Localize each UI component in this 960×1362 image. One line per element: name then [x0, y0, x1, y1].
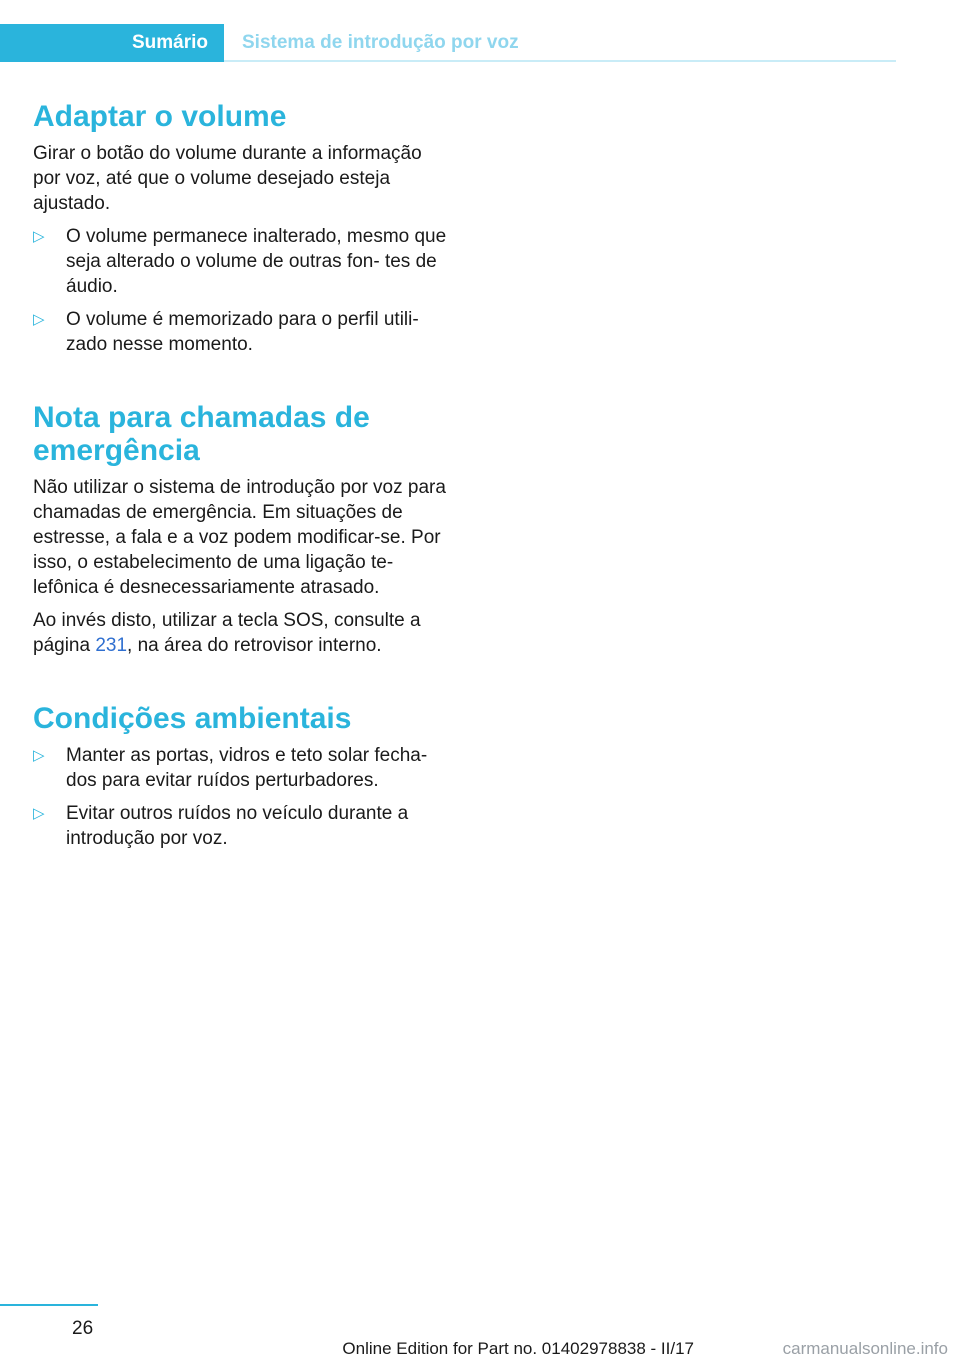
list-item: [33, 801, 453, 851]
section-ambient-conditions: [33, 702, 453, 851]
main-content: [33, 100, 453, 859]
triangle-bullet-icon: ▷: [33, 747, 45, 764]
tab-sumario[interactable]: Sumário: [0, 24, 224, 62]
footer-divider: [0, 1304, 98, 1306]
triangle-bullet-icon: ▷: [33, 311, 45, 328]
section-title: Adaptar o volume: [33, 100, 287, 133]
page-reference-link[interactable]: 231: [95, 635, 128, 656]
section-title: Condições ambientais: [33, 702, 352, 735]
watermark: carmanualsonline.info: [782, 1339, 948, 1358]
section-adjust-volume: [33, 100, 453, 357]
paragraph: [33, 608, 453, 658]
bullet-list: [33, 224, 453, 357]
section-emergency-calls: [33, 401, 453, 658]
section-title: Nota para chamadas de emergência: [33, 401, 370, 467]
list-item-text: O volume permanece inalterado, mesmo que seja alterado o volume de outras fon‐ tes de áudio.: [66, 226, 447, 297]
bullet-list: [33, 743, 453, 851]
edition-info: Online Edition for Part no. 01402978838 - II/17: [342, 1339, 694, 1358]
list-item-text: O volume é memorizado para o perfil utili‐ zado nesse momento.: [66, 309, 419, 355]
list-item: [33, 224, 453, 299]
paragraph: Não utilizar o sistema de introdução por voz para chamadas de emergência. Em situações de estresse, a fala e a voz podem modificar-se. Por isso, o estabelecimento de uma ligação te‐ lefônica é desnecessariamente atrasado.: [33, 477, 446, 598]
header-bar: [0, 24, 896, 62]
header-divider: [224, 60, 896, 62]
triangle-bullet-icon: ▷: [33, 228, 45, 245]
tab-section-title[interactable]: Sistema de introdução por voz: [242, 32, 519, 53]
paragraph: Girar o botão do volume durante a informação por voz, até que o volume desejado esteja ajustado.: [33, 143, 422, 214]
paragraph-text: , na área do retrovisor interno.: [127, 635, 382, 656]
paragraph-text: Ao invés disto, utilizar a tecla SOS, consulte a página: [33, 610, 421, 656]
list-item: [33, 307, 453, 357]
triangle-bullet-icon: ▷: [33, 805, 45, 822]
list-item-text: Evitar outros ruídos no veículo durante a introdução por voz.: [66, 803, 409, 849]
page-number: 26: [72, 1318, 94, 1339]
list-item-text: Manter as portas, vidros e teto solar fecha‐ dos para evitar ruídos perturbadores.: [66, 745, 428, 791]
list-item: [33, 743, 453, 793]
